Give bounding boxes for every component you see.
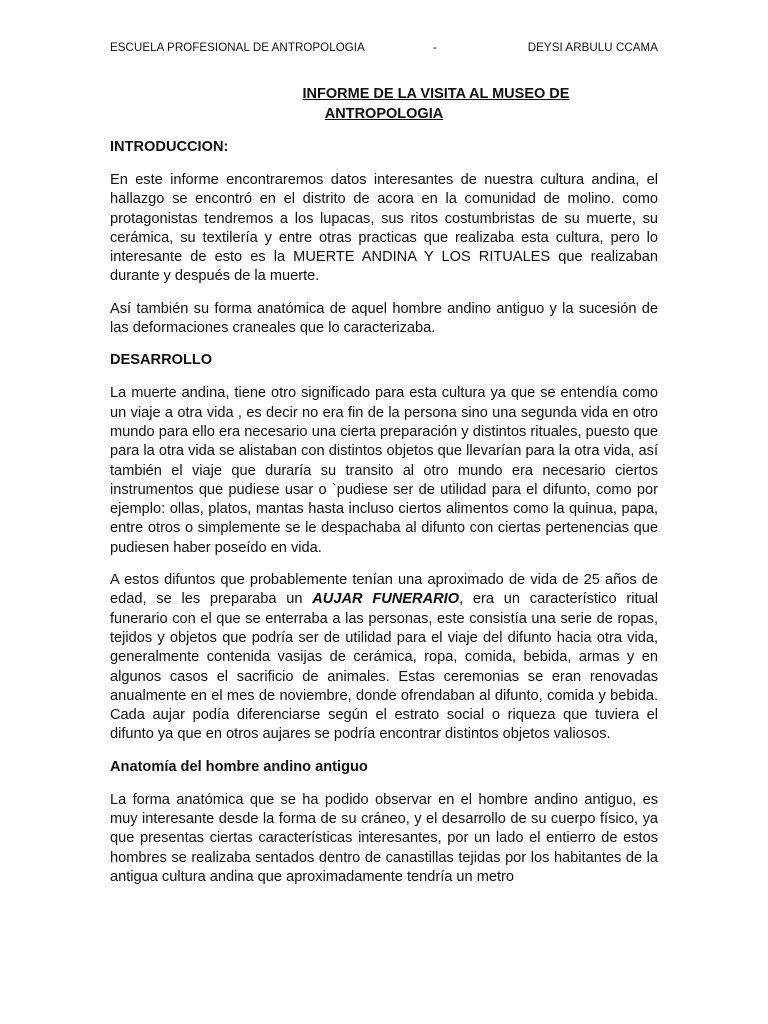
header-separator: - [433, 42, 437, 54]
development-paragraph-2-start: A estos difuntos que probablemente tenían una aproximado de vida de 25 años de edad, se les preparaba un [110, 572, 658, 608]
header-school: ESCUELA PROFESIONAL DE ANTROPOLOGIA [110, 42, 365, 54]
development-paragraph-2 [110, 571, 658, 745]
aujar-funerario-term: AUJAR FUNERARIO [312, 591, 460, 608]
document-body [110, 138, 658, 900]
intro-paragraph-1: En este informe encontraremos datos interesantes de nuestra cultura andina, el hallazgo se encontró en el distrito de acora en la comunidad de molino. como protagonistas tendremos a los lupacas, sus ritos costumbristas de su muerte, su cerámica, su textilería y entre otras practicas que realizaba esta cultura, pero lo interesante de esto es la MUERTE ANDINA Y LOS RITUALES que realizaban durante y después de la muerte. [110, 172, 658, 285]
anatomy-heading: Anatomía del hombre andino antiguo [110, 758, 368, 775]
document-title [110, 84, 658, 124]
development-paragraph-2-end: , era un característico ritual funerario con el que se enterraba a las personas, este consistía una serie de ropas, tejidos y objetos que podría ser de utilidad para el viaje del difunto hacia otra vida, generalmente contenida vasijas de cerámica, ropa, comida, bebida, armas y en algunos casos el sacrificio de animales. Estas ceremonias se eran renovadas anualmente en el mes de noviembre, donde ofrendaban al difunto, comida y bebida. Cada aujar podía diferenciarse según el estrato social o riqueza que tuviera el difunto ya que en otros aujares se podría encontrar distintos objetos valiosos. [110, 591, 658, 743]
header-author: DEYSI ARBULU CCAMA [527, 42, 658, 54]
intro-heading: INTRODUCCION: [110, 139, 229, 155]
page-header [110, 42, 658, 60]
title-line-1: INFORME DE LA VISITA AL MUSEO DE [302, 86, 570, 102]
intro-paragraph-2: Así también su forma anatómica de aquel hombre andino antiguo y la sucesión de las deformaciones craneales que lo caracterizaba. [110, 300, 658, 337]
development-paragraph-1: La muerte andina, tiene otro significado para esta cultura ya que se entendía como un viaje a otra vida , es decir no era fin de la persona sino una segunda vida en otro mundo para ello era necesario una cierta preparación y distintos rituales, puesto que para la otra vida se alistaban con distintos objetos que llevarían para la otra vida, así también el viaje que duraría su transito al otro mundo era necesario ciertos instrumentos que pudiese usar o `pudiese ser de utilidad para el difunto, como por ejemplo: ollas, platos, mantas hasta incluso ciertos alimentos como la quinua, papa, entre otros o simplemente se le despachaba al difunto con ciertas pertenencias que pudiesen haber poseído en vida. [110, 385, 658, 556]
title-line-2: ANTROPOLOGIA [324, 106, 444, 122]
development-heading: DESARROLLO [110, 352, 213, 369]
anatomy-paragraph-1: La forma anatómica que se ha podido observar en el hombre andino antiguo, es muy interesante desde la forma de su cráneo, y el desarrollo de su cuerpo físico, ya que presentas ciertas características interesantes, por un lado el entierro de estos hombres se realizaba sentados dentro de canastillas tejidas por los habitantes de la antigua cultura andina que aproximadamente tendría un metro [110, 791, 658, 885]
